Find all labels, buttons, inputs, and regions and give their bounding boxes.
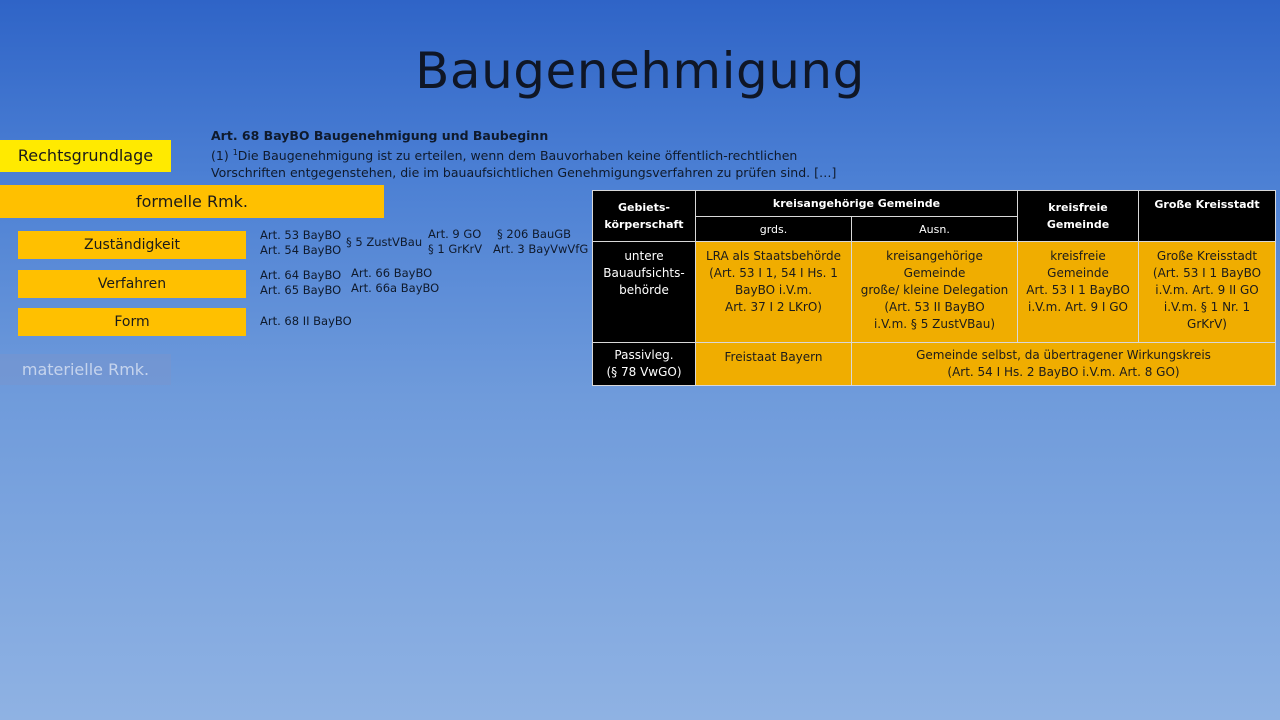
table-row-untere-bauaufsichtsbehoerde [593,242,1276,343]
cell-line: Gemeinde [1046,218,1110,231]
header-kreisfreie-gemeinde [1018,191,1139,242]
zustaendigkeit-table [592,190,1276,386]
header-gebietskoerperschaft [593,191,696,242]
law-paragraph-number: (1) [211,148,233,164]
zustaendigkeit-ref-baybo [260,228,341,258]
law-excerpt [211,127,836,181]
law-text-line-1 [211,144,836,164]
cell-line: i.V.m. Art. 9 II GO [1155,283,1259,297]
cell-line: Große Kreisstadt [1156,249,1258,263]
ref-line: Art. 9 GO [428,227,482,241]
zustaendigkeit-box: Zuständigkeit [18,231,246,259]
cell-freistaat-bayern: Freistaat Bayern [696,343,852,386]
ref-line: § 1 GrKrV [428,242,483,256]
cell-line: i.V.m. § 1 Nr. 1 [1163,300,1251,314]
cell-line: (Art. 54 I Hs. 2 BayBO i.V.m. Art. 8 GO) [947,365,1180,379]
cell-line: große/ kleine Delegation [860,283,1009,297]
cell-line: BayBO i.V.m. [734,283,813,297]
law-sentence-number: 1 [232,148,238,157]
table-row-passivlegitimation [593,343,1276,386]
cell-grds-lra [696,242,852,343]
ref-line: Art. 54 BayBO [260,243,342,257]
zustaendigkeit-ref-baugb [493,227,588,257]
cell-line: kreisangehörige [886,249,983,263]
cell-line: (§ 78 VwGO) [606,365,682,379]
verfahren-ref-b [351,266,439,296]
zustaendigkeit-ref-go [428,227,482,257]
ref-line: Art. 64 BayBO [260,268,342,282]
cell-line: kreisfreie [1048,201,1108,214]
subheader-grds: grds. [696,217,852,242]
cell-line: i.V.m. Art. 9 I GO [1028,300,1128,314]
ref-line: Art. 65 BayBO [260,283,342,297]
ref-line: Art. 3 BayVwVfG [493,242,589,256]
cell-kreisfreie-gemeinde [1018,242,1139,343]
row-label-passivlegitimation [593,343,696,386]
form-ref: Art. 68 II BayBO [260,314,352,328]
ref-line: Art. 66a BayBO [351,281,440,295]
table-header-row [593,191,1276,217]
header-kreisangehoerige-gemeinde: kreisangehörige Gemeinde [696,191,1018,217]
cell-line: i.V.m. § 5 ZustVBau) [873,317,996,331]
formelle-rmk-box: formelle Rmk. [0,185,384,218]
cell-line: untere [624,249,664,263]
cell-line: behörde [619,283,669,297]
verfahren-box: Verfahren [18,270,246,298]
cell-line: Gemeinde selbst, da übertragener Wirkungskreis [916,348,1211,362]
form-box: Form [18,308,246,336]
law-text: Die Baugenehmigung ist zu erteilen, wenn dem Bauvorhaben keine öffentlich-rechtlichen [237,148,798,164]
cell-line: (Art. 53 I 1, 54 I Hs. 1 [709,266,838,280]
subheader-ausn: Ausn. [852,217,1018,242]
cell-ausn-delegation [852,242,1018,343]
zustaendigkeit-ref-zustvbau: § 5 ZustVBau [346,235,423,249]
cell-gemeinde-selbst [852,343,1276,386]
cell-line: Gemeinde [903,266,966,280]
row-label-untere-bauaufsichtsbehoerde [593,242,696,343]
header-grosse-kreisstadt: Große Kreisstadt [1139,191,1276,242]
page-title: Baugenehmigung [415,42,865,100]
cell-line: (Art. 53 I 1 BayBO [1152,266,1262,280]
cell-line: Art. 37 I 2 LKrO) [725,300,822,314]
cell-line: LRA als Staatsbehörde [706,249,841,263]
rechtsgrundlage-box: Rechtsgrundlage [0,140,171,172]
cell-line: Gemeinde [1047,266,1109,280]
law-text-line-2: Vorschriften entgegenstehen, die im bauaufsichtlichen Genehmigungsverfahren zu prüfen sind. […] [211,165,837,181]
cell-line: kreisfreie [1050,249,1106,263]
cell-line: Art. 53 I 1 BayBO [1026,283,1130,297]
cell-line: Bauaufsichts- [603,266,685,280]
ref-line: Art. 53 BayBO [260,228,342,242]
materielle-rmk-box: materielle Rmk. [0,354,171,385]
cell-grosse-kreisstadt [1139,242,1276,343]
law-heading: Art. 68 BayBO Baugenehmigung und Baubeginn [211,128,549,143]
ref-line: Art. 66 BayBO [351,266,433,280]
cell-line: Gebiets- [618,201,670,214]
cell-line: Passivleg. [614,348,674,362]
ref-line: § 206 BauGB [497,227,572,241]
cell-line: (Art. 53 II BayBO [884,300,985,314]
verfahren-ref-a [260,268,341,298]
cell-line: körperschaft [604,218,684,231]
cell-line: GrKrV) [1187,317,1227,331]
